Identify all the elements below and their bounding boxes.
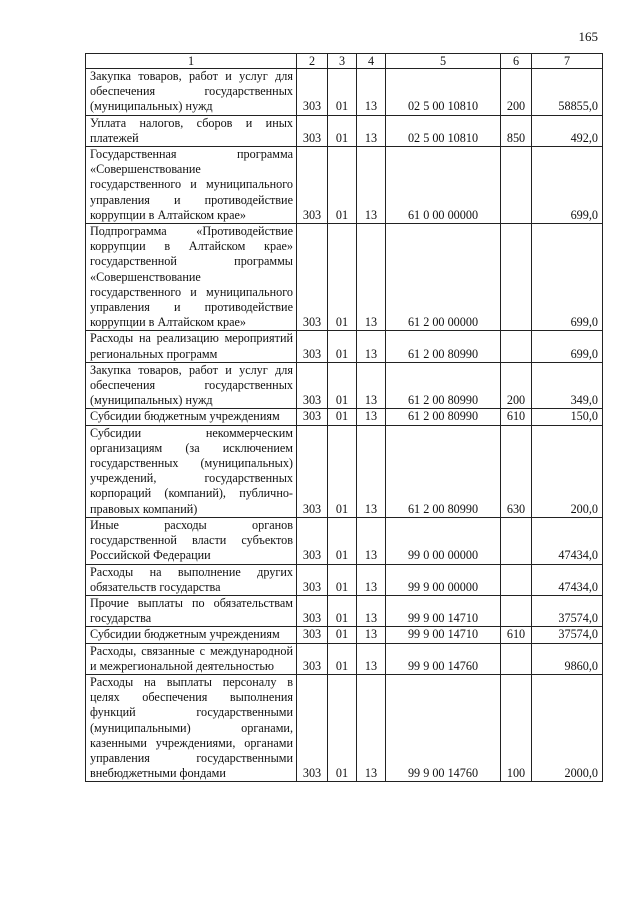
row-expense-type	[501, 564, 532, 595]
row-admin-code: 303	[297, 362, 328, 409]
row-admin-code: 303	[297, 595, 328, 626]
row-admin-code: 303	[297, 409, 328, 425]
row-target-article: 99 9 00 14710	[386, 627, 501, 643]
table-row	[86, 331, 603, 362]
row-amount: 47434,0	[532, 564, 603, 595]
row-description: Прочие выплаты по обязательствам государства	[86, 595, 297, 626]
row-admin-code: 303	[297, 517, 328, 564]
row-target-article: 61 2 00 80990	[386, 409, 501, 425]
column-header: 3	[328, 54, 357, 69]
row-expense-type: 630	[501, 425, 532, 517]
row-description: Субсидии некоммерческим организациям (за исключением государственных (муниципальных) учреждений, государственных корпораций (компаний), публично-правовых компаний)	[86, 425, 297, 517]
row-amount: 37574,0	[532, 595, 603, 626]
row-amount: 492,0	[532, 115, 603, 146]
row-description: Субсидии бюджетным учреждениям	[86, 627, 297, 643]
row-description: Расходы на выполнение других обязательств государства	[86, 564, 297, 595]
row-description: Расходы на реализацию мероприятий региональных программ	[86, 331, 297, 362]
row-target-article: 61 2 00 80990	[386, 425, 501, 517]
table-row	[86, 409, 603, 425]
table-row	[86, 115, 603, 146]
row-admin-code: 303	[297, 564, 328, 595]
row-section-code: 01	[328, 674, 357, 781]
row-subsection-code: 13	[357, 595, 386, 626]
row-description: Закупка товаров, работ и услуг для обеспечения государственных (муниципальных) нужд	[86, 362, 297, 409]
row-subsection-code: 13	[357, 224, 386, 331]
row-subsection-code: 13	[357, 627, 386, 643]
table-row	[86, 425, 603, 517]
row-subsection-code: 13	[357, 409, 386, 425]
row-section-code: 01	[328, 425, 357, 517]
row-expense-type: 200	[501, 362, 532, 409]
row-section-code: 01	[328, 362, 357, 409]
table-row	[86, 224, 603, 331]
row-target-article: 61 2 00 80990	[386, 362, 501, 409]
row-subsection-code: 13	[357, 517, 386, 564]
row-amount: 699,0	[532, 224, 603, 331]
row-expense-type	[501, 595, 532, 626]
table-row	[86, 69, 603, 116]
row-target-article: 99 9 00 00000	[386, 564, 501, 595]
row-amount: 58855,0	[532, 69, 603, 116]
row-amount: 37574,0	[532, 627, 603, 643]
row-expense-type	[501, 224, 532, 331]
row-amount: 200,0	[532, 425, 603, 517]
table-row	[86, 595, 603, 626]
row-admin-code: 303	[297, 147, 328, 224]
row-target-article: 61 0 00 00000	[386, 147, 501, 224]
row-section-code: 01	[328, 409, 357, 425]
row-amount: 699,0	[532, 147, 603, 224]
row-expense-type	[501, 331, 532, 362]
column-header: 2	[297, 54, 328, 69]
row-amount: 9860,0	[532, 643, 603, 674]
row-subsection-code: 13	[357, 69, 386, 116]
row-target-article: 02 5 00 10810	[386, 69, 501, 116]
column-header: 4	[357, 54, 386, 69]
column-header: 5	[386, 54, 501, 69]
row-section-code: 01	[328, 147, 357, 224]
row-target-article: 02 5 00 10810	[386, 115, 501, 146]
row-section-code: 01	[328, 224, 357, 331]
row-admin-code: 303	[297, 331, 328, 362]
row-section-code: 01	[328, 564, 357, 595]
row-amount: 150,0	[532, 409, 603, 425]
row-admin-code: 303	[297, 69, 328, 116]
row-expense-type: 610	[501, 627, 532, 643]
row-section-code: 01	[328, 643, 357, 674]
row-description: Закупка товаров, работ и услуг для обеспечения государственных (муниципальных) нужд	[86, 69, 297, 116]
row-admin-code: 303	[297, 425, 328, 517]
row-target-article: 99 0 00 00000	[386, 517, 501, 564]
row-section-code: 01	[328, 115, 357, 146]
row-description: Подпрограмма «Противодействие коррупции в Алтайском крае» государственной программы «Совершенствование государственного и муниципального управления и противодействие коррупции в Алтайском крае»	[86, 224, 297, 331]
row-amount: 699,0	[532, 331, 603, 362]
row-amount: 349,0	[532, 362, 603, 409]
row-target-article: 99 9 00 14760	[386, 674, 501, 781]
row-subsection-code: 13	[357, 425, 386, 517]
row-target-article: 61 2 00 00000	[386, 224, 501, 331]
row-subsection-code: 13	[357, 643, 386, 674]
row-subsection-code: 13	[357, 362, 386, 409]
row-subsection-code: 13	[357, 331, 386, 362]
row-description: Расходы, связанные с международной и межрегиональной деятельностью	[86, 643, 297, 674]
row-admin-code: 303	[297, 674, 328, 781]
row-admin-code: 303	[297, 627, 328, 643]
table-row	[86, 564, 603, 595]
row-expense-type	[501, 147, 532, 224]
row-expense-type: 200	[501, 69, 532, 116]
row-admin-code: 303	[297, 224, 328, 331]
row-admin-code: 303	[297, 115, 328, 146]
table-row	[86, 674, 603, 781]
column-header: 1	[86, 54, 297, 69]
table-row	[86, 362, 603, 409]
row-section-code: 01	[328, 627, 357, 643]
row-description: Расходы на выплаты персоналу в целях обеспечения выполнения функций государственными (муниципальными) органами, казенными учреждениями, органами управления государственными внебюджетными фондами	[86, 674, 297, 781]
row-description: Уплата налогов, сборов и иных платежей	[86, 115, 297, 146]
row-description: Субсидии бюджетным учреждениям	[86, 409, 297, 425]
column-header: 7	[532, 54, 603, 69]
row-expense-type: 610	[501, 409, 532, 425]
row-expense-type	[501, 517, 532, 564]
row-target-article: 61 2 00 80990	[386, 331, 501, 362]
header-row	[86, 54, 603, 69]
row-description: Государственная программа «Совершенствование государственного и муниципального управления и противодействие коррупции в Алтайском крае»	[86, 147, 297, 224]
row-admin-code: 303	[297, 643, 328, 674]
row-amount: 47434,0	[532, 517, 603, 564]
row-section-code: 01	[328, 331, 357, 362]
row-section-code: 01	[328, 517, 357, 564]
row-subsection-code: 13	[357, 674, 386, 781]
page-number: 165	[578, 29, 598, 44]
row-amount: 2000,0	[532, 674, 603, 781]
row-target-article: 99 9 00 14710	[386, 595, 501, 626]
table-row	[86, 643, 603, 674]
row-section-code: 01	[328, 69, 357, 116]
row-description: Иные расходы органов государственной власти субъектов Российской Федерации	[86, 517, 297, 564]
row-subsection-code: 13	[357, 115, 386, 146]
row-target-article: 99 9 00 14760	[386, 643, 501, 674]
table-row	[86, 517, 603, 564]
row-subsection-code: 13	[357, 147, 386, 224]
row-expense-type: 850	[501, 115, 532, 146]
table-row	[86, 147, 603, 224]
row-section-code: 01	[328, 595, 357, 626]
column-header: 6	[501, 54, 532, 69]
row-expense-type: 100	[501, 674, 532, 781]
table-row	[86, 627, 603, 643]
row-subsection-code: 13	[357, 564, 386, 595]
row-expense-type	[501, 643, 532, 674]
budget-table	[85, 53, 603, 782]
